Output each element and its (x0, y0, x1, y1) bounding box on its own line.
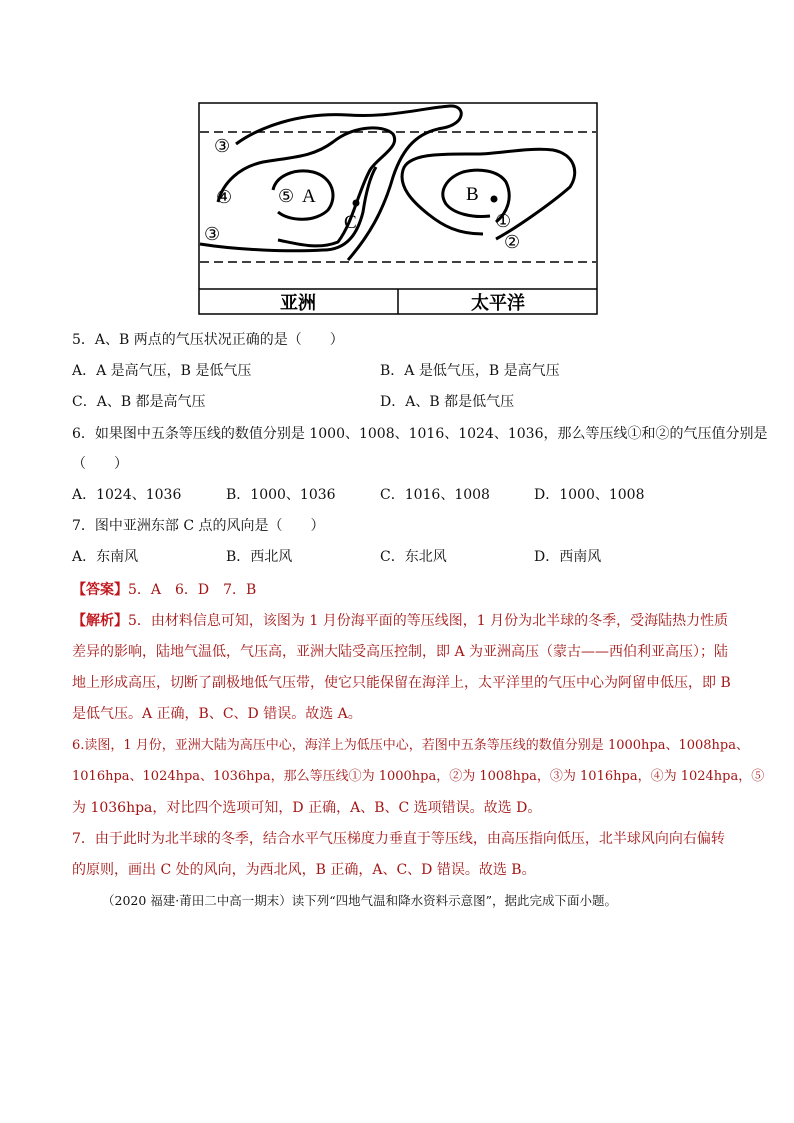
q5-option-c: C．A、B 都是高气压 (72, 394, 206, 410)
answer-text: 5．A 6．D 7．B (128, 582, 257, 598)
q5-option-b: B．A 是低气压，B 是高气压 (380, 363, 560, 379)
q6-option-b: B．1000、1036 (226, 487, 336, 503)
question-5-stem: 5．A、B 两点的气压状况正确的是（ ） (72, 332, 344, 348)
isobar-map (198, 102, 598, 315)
analysis-6-line-3: 为 1036hpa，对比四个选项可知，D 正确，A、B、C 选项错误。故选 D。 (72, 800, 542, 816)
analysis-5-line-2: 差异的影响，陆地气温低，气压高，亚洲大陆受高压控制，即 A 为亚洲高压（蒙古——西伯利亚高压）；陆 (72, 644, 729, 660)
answer-line (72, 580, 752, 600)
analysis-5-line-4: 是低气压。A 正确，B、C、D 错误。故选 A。 (72, 706, 362, 722)
label-circle-5: ⑤ (278, 186, 295, 207)
label-B: B (466, 184, 479, 205)
analysis-6-line-1: 6.读图，1 月份，亚洲大陆为高压中心，海洋上为低压中心，若图中五条等压线的数值分别是 1000hpa、1008hpa、 (72, 738, 749, 753)
point-b-dot (491, 196, 498, 203)
question-6-stem: 6．如果图中五条等压线的数值分别是 1000、1008、1016、1024、1036，那么等压线①和②的气压值分别是 (72, 426, 768, 442)
footer-pacific: 太平洋 (471, 293, 525, 314)
label-C: C (344, 212, 357, 233)
q5-option-d: D．A、B 都是低气压 (380, 394, 515, 410)
analysis-7-line-1: 7．由于此时为北半球的冬季，结合水平气压梯度力垂直于等压线，由高压指向低压，北半球风向向右偏转 (72, 831, 725, 847)
q7-option-a: A．东南风 (72, 549, 139, 565)
label-circle-2: ② (504, 232, 521, 253)
label-circle-1: ① (495, 211, 512, 232)
question-7-stem: 7．图中亚洲东部 C 点的风向是（ ） (72, 518, 325, 534)
q7-option-d: D．西南风 (534, 549, 602, 565)
analysis-6-line-2: 1016hpa、1024hpa、1036hpa，那么等压线①为 1000hpa，②为 1008hpa，③为 1016hpa，④为 1024hpa，⑤ (72, 769, 765, 784)
q7-option-c: C．东北风 (380, 549, 447, 565)
label-A: A (302, 186, 316, 207)
q6-option-d: D．1000、1008 (534, 487, 645, 503)
analysis-tag: 【解析】 (72, 613, 128, 629)
analysis-7-line-2: 的原则，画出 C 处的风向，为西北风，B 正确，A、C、D 错误。故选 B。 (72, 862, 536, 878)
question-6-stem-cont: （ ） (72, 456, 128, 472)
analysis-5-line-1: 【解析】5．由材料信息可知，该图为 1 月份海平面的等压线图，1 月份为北半球的冬季，受海陆热力性质 (72, 613, 729, 629)
q6-option-c: C．1016、1008 (380, 487, 490, 503)
label-circle-3-bottom: ③ (204, 224, 221, 245)
q5-option-a: A．A 是高气压，B 是低气压 (72, 363, 252, 379)
analysis-5-line-3: 地上形成高压，切断了副极地低气压带，使它只能保留在海洋上，太平洋里的气压中心为阿留申低压，即 B (72, 675, 731, 691)
footer-asia: 亚洲 (280, 293, 316, 314)
next-question-intro: （2020 福建·莆田二中高一期末）读下列“四地气温和降水资料示意图”，据此完成下面小题。 (102, 893, 618, 908)
q7-option-b: B．西北风 (226, 549, 293, 565)
answer-tag: 【答案】 (72, 582, 128, 598)
label-circle-4: ④ (216, 187, 233, 208)
q6-option-a: A．1024、1036 (72, 487, 182, 503)
label-circle-3-top: ③ (214, 136, 231, 157)
point-c-dot (353, 200, 360, 207)
